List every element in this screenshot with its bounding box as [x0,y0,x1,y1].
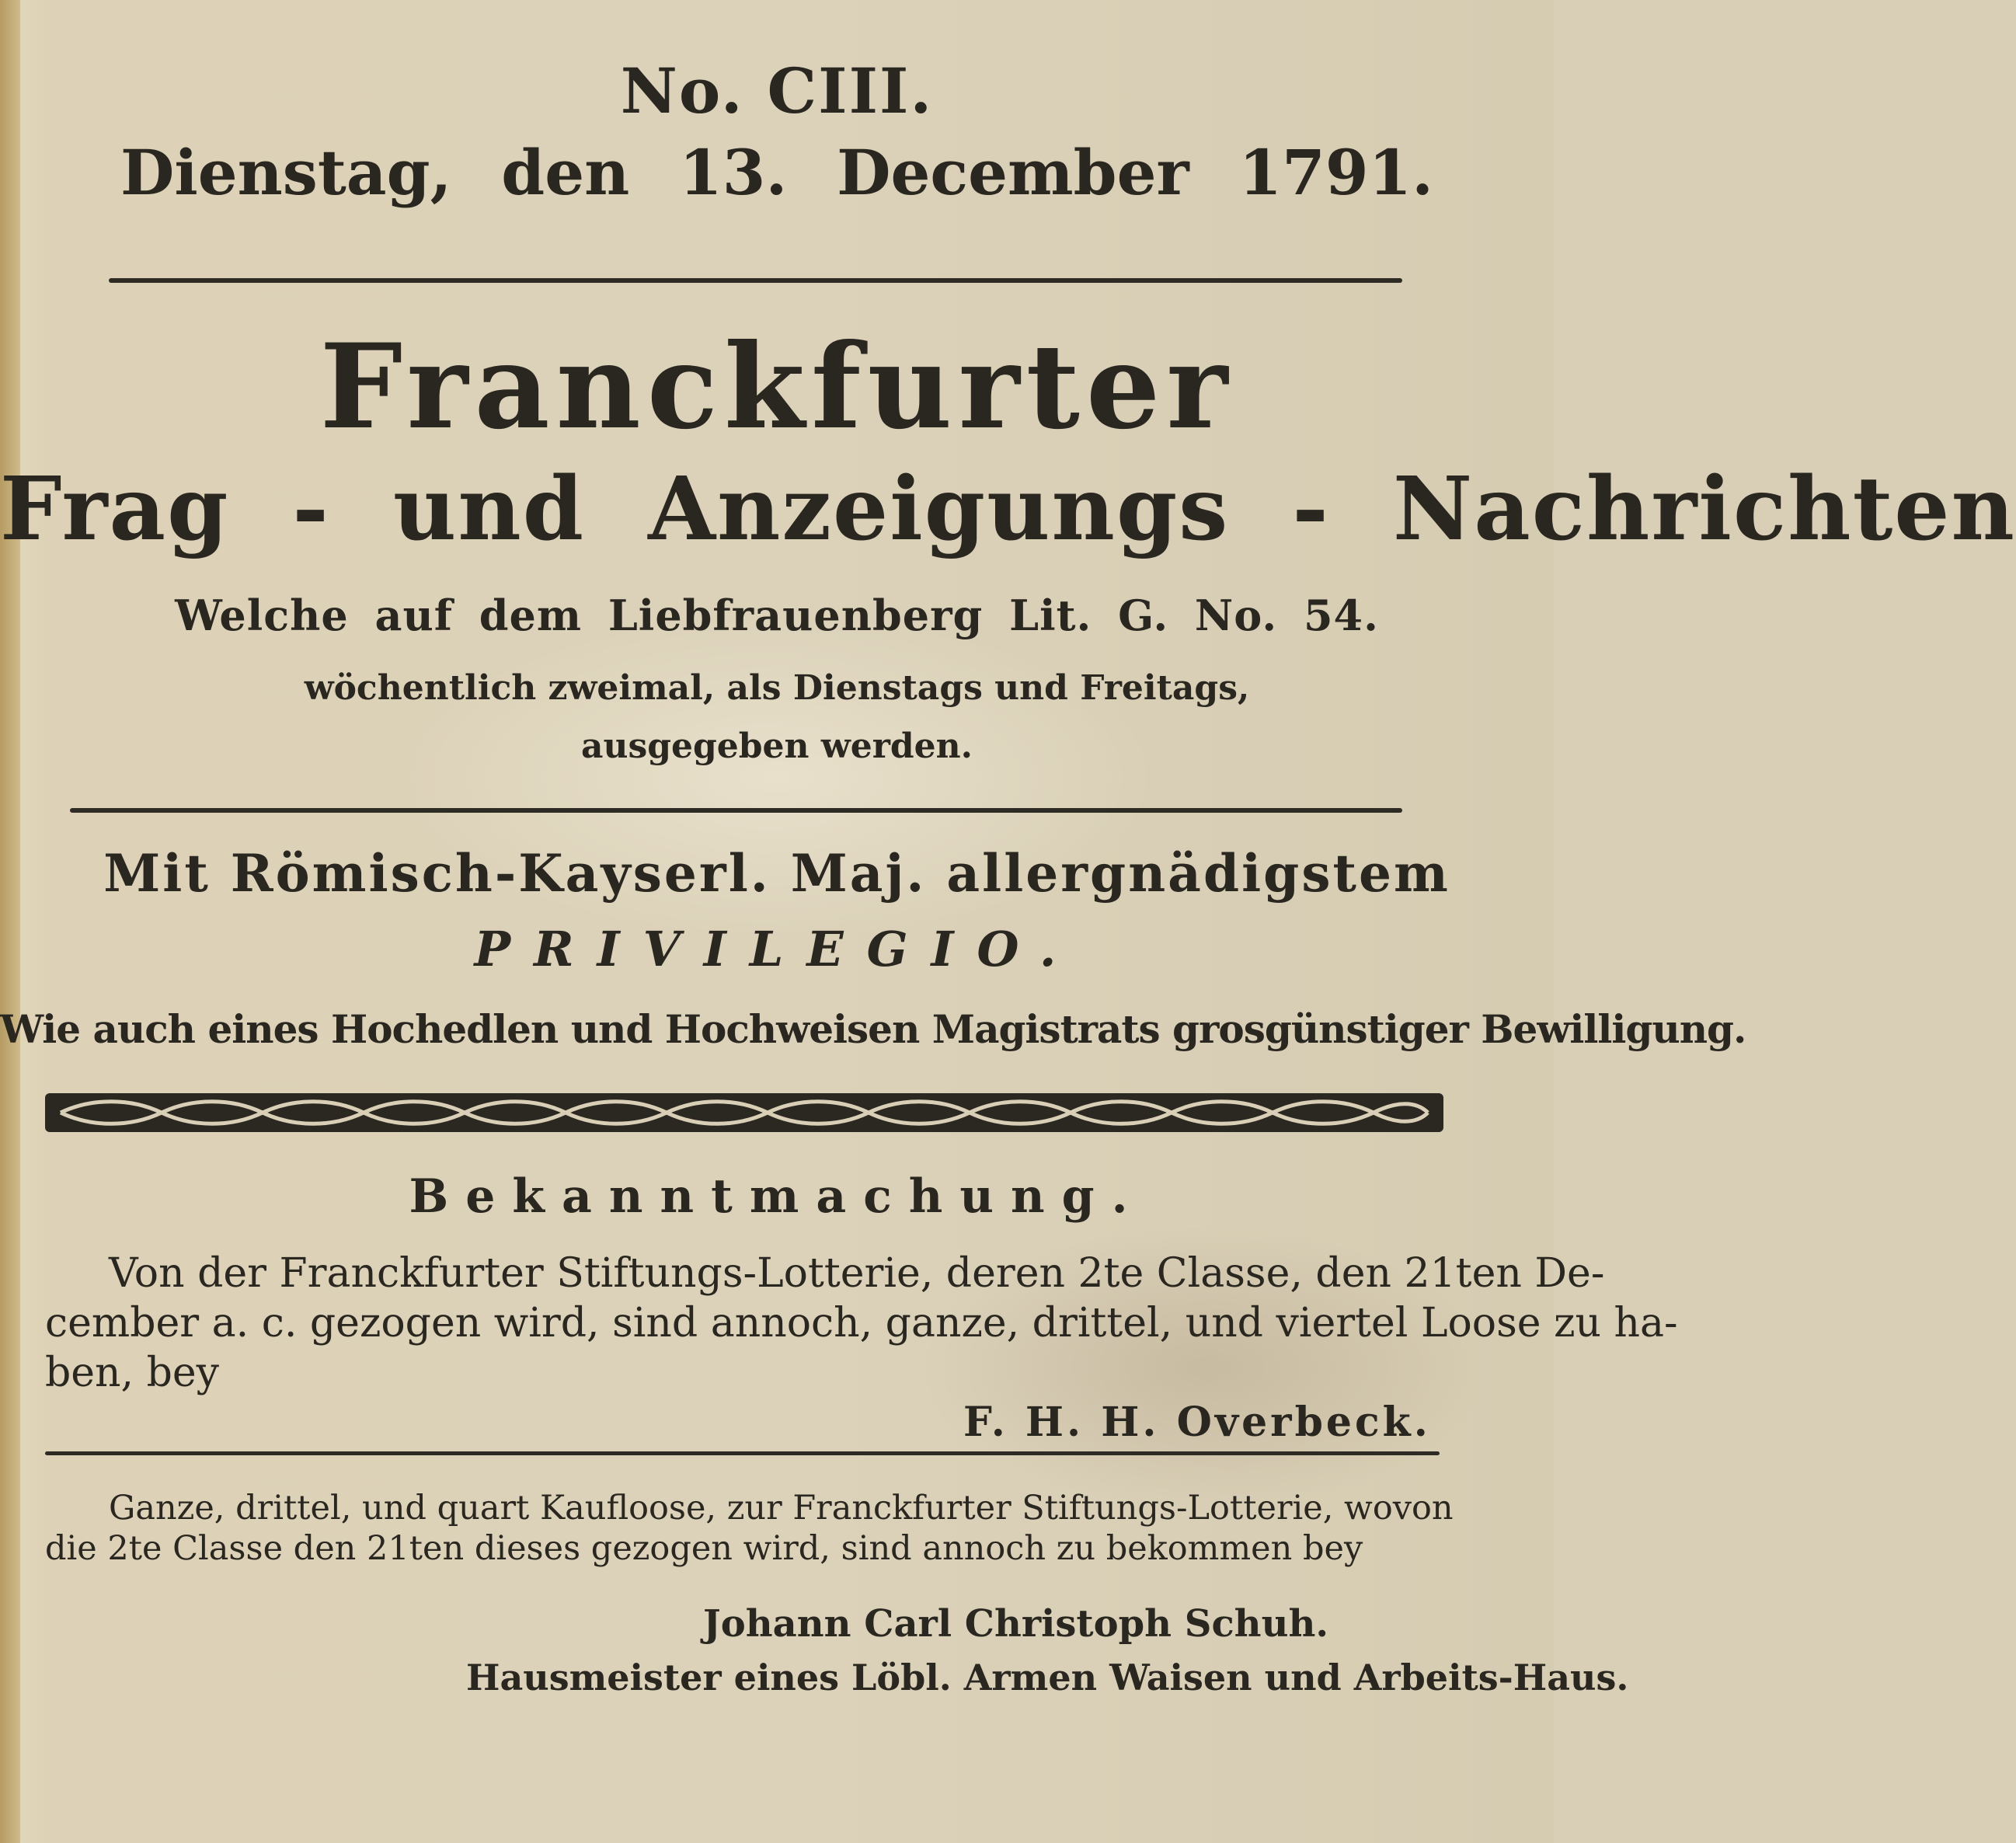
announcement-line-2: cember a. c. gezogen wird, sind annoch, ganze, drittel, und viertel Loose zu ha- [45,1300,1678,1347]
divider-middle [70,808,1402,813]
subtitle-address: Welche auf dem Liebfrauenberg Lit. G. No. 54. [175,591,1379,640]
announcement-heading: Bekanntmachung. [409,1169,1145,1224]
notice-line-2: die 2te Classe den 21ten dieses gezogen wird, sind annoch zu bekommen bey [45,1529,1363,1568]
issue-date: Dienstag, den 13. December 1791. [120,136,1434,209]
issue-number: No. CIII. [620,54,934,127]
magistrate-approval: Wie auch eines Hochedlen und Hochweisen Magistrats grosgünstiger Bewilligung. [0,1006,1746,1052]
title-nachrichten: Frag - und Anzeigungs - Nachrichten [0,458,2016,560]
chain-ornament-divider [45,1090,1443,1135]
divider-bottom [45,1451,1440,1455]
divider-top [109,278,1402,283]
notice-signature: Johann Carl Christoph Schuh. [703,1602,1329,1646]
announcement-line-1: Von der Franckfurter Stiftungs-Lotterie, deren 2te Classe, den 21ten De- [109,1250,1605,1297]
title-franckfurter: Franckfurter [319,319,1234,455]
notice-signature-title: Hausmeister eines Löbl. Armen Waisen und Arbeits-Haus. [466,1657,1629,1698]
privilegio-heading: PRIVILEGIO. [474,921,1080,977]
privilege-line: Mit Römisch-Kayserl. Maj. allergnädigstem [103,843,1450,904]
announcement-signature: F. H. H. Overbeck. [963,1399,1431,1446]
subtitle-schedule: wöchentlich zweimal, als Dienstags und Freitags, [304,668,1250,708]
notice-line-1: Ganze, drittel, und quart Kaufloose, zur Franckfurter Stiftungs-Lotterie, wovon [109,1489,1454,1528]
subtitle-issued: ausgegeben werden. [581,726,973,766]
announcement-line-3: ben, bey [45,1350,220,1396]
